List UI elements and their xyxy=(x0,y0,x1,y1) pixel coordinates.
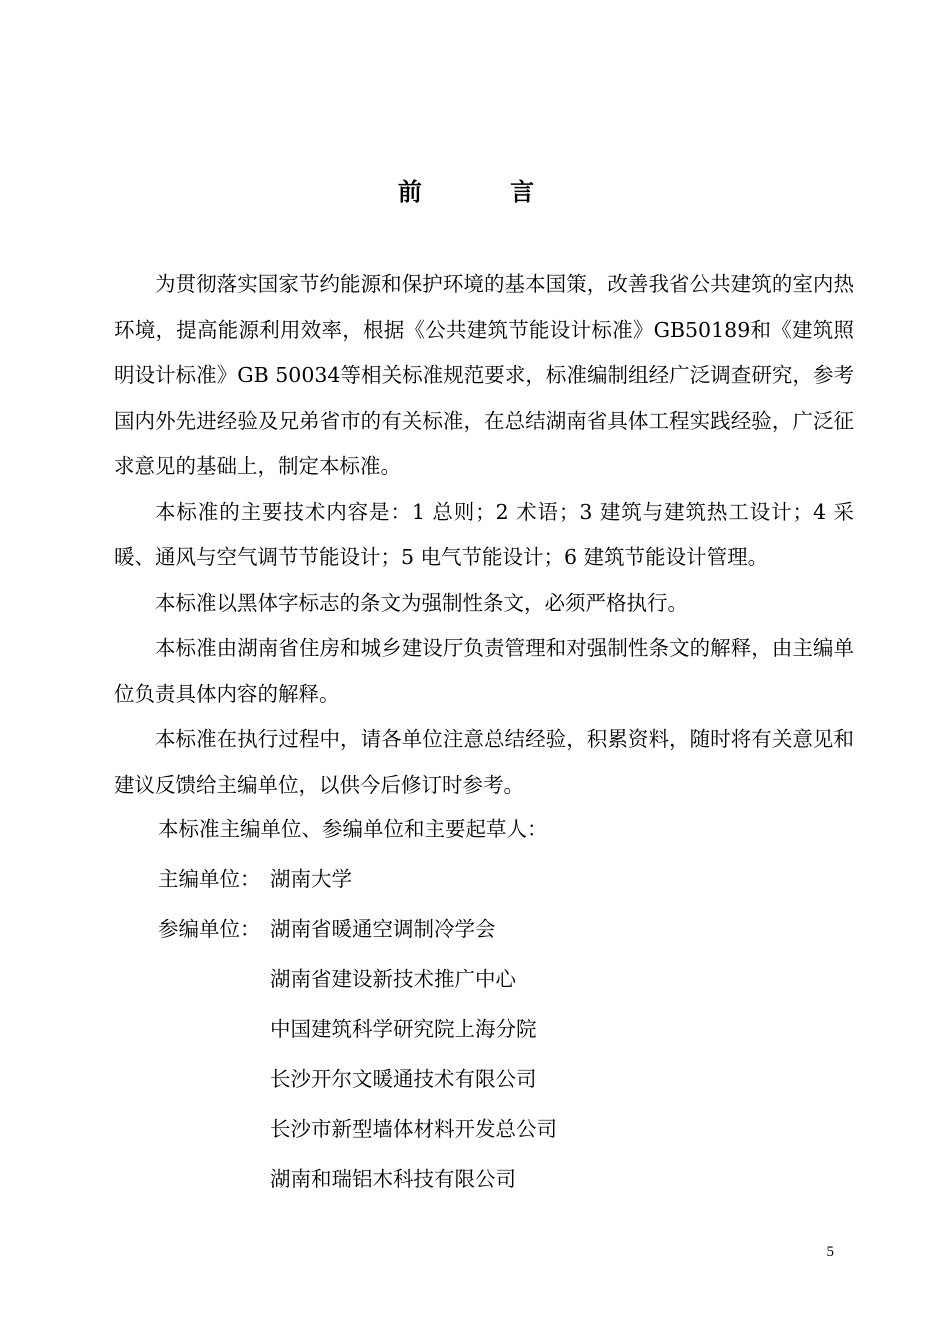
participating-unit-name: 湖南省建设新技术推广中心 xyxy=(270,967,516,991)
participating-unit-name: 湖南省暖通空调制冷学会 xyxy=(270,917,496,941)
paragraph-2: 本标准的主要技术内容是：1 总则；2 术语；3 建筑与建筑热工设计；4 采暖、通风与空气调节节能设计；5 电气节能设计；6 建筑节能设计管理。 xyxy=(114,499,854,569)
participating-unit-name: 中国建筑科学研究院上海分院 xyxy=(270,1017,537,1041)
participating-unit-name: 长沙开尔文暖通技术有限公司 xyxy=(270,1067,537,1091)
chief-unit-name: 湖南大学 xyxy=(270,867,352,891)
participating-unit-label: 参编单位： xyxy=(158,917,261,941)
chief-unit-label: 主编单位： xyxy=(158,867,261,891)
chief-unit-line xyxy=(158,854,557,904)
page-number: 5 xyxy=(826,1244,834,1260)
participating-unit-name: 湖南和瑞铝木科技有限公司 xyxy=(270,1167,516,1191)
paragraph-3: 本标准以黑体字标志的条文为强制性条文，必须严格执行。 xyxy=(155,590,688,615)
page-title: 前 言 xyxy=(397,178,575,206)
paragraph-5: 本标准在执行过程中，请各单位注意总结经验，积累资料，随时将有关意见和建议反馈给主编单位，以供今后修订时参考。 xyxy=(114,727,854,797)
participating-unit-name: 长沙市新型墙体材料开发总公司 xyxy=(270,1117,557,1141)
drafting-units xyxy=(158,804,557,1204)
drafters-intro: 本标准主编单位、参编单位和主要起草人： xyxy=(158,817,548,841)
paragraph-4: 本标准由湖南省住房和城乡建设厅负责管理和对强制性条文的解释，由主编单位负责具体内容的解释。 xyxy=(114,636,854,706)
body-text xyxy=(114,262,854,808)
participating-unit-line xyxy=(158,904,557,954)
paragraph-1: 为贯彻落实国家节约能源和保护环境的基本国策，改善我省公共建筑的室内热环境，提高能源利用效率，根据《公共建筑节能设计标准》GB50189和《建筑照明设计标准》GB 50034等相关标准规范要求，标准编制组经广泛调查研究，参考国内外先进经验及兄弟省市的有关标准，在总结湖南省具体工程实践经验，广泛征求意见的基础上，制定本标准。 xyxy=(114,272,854,478)
